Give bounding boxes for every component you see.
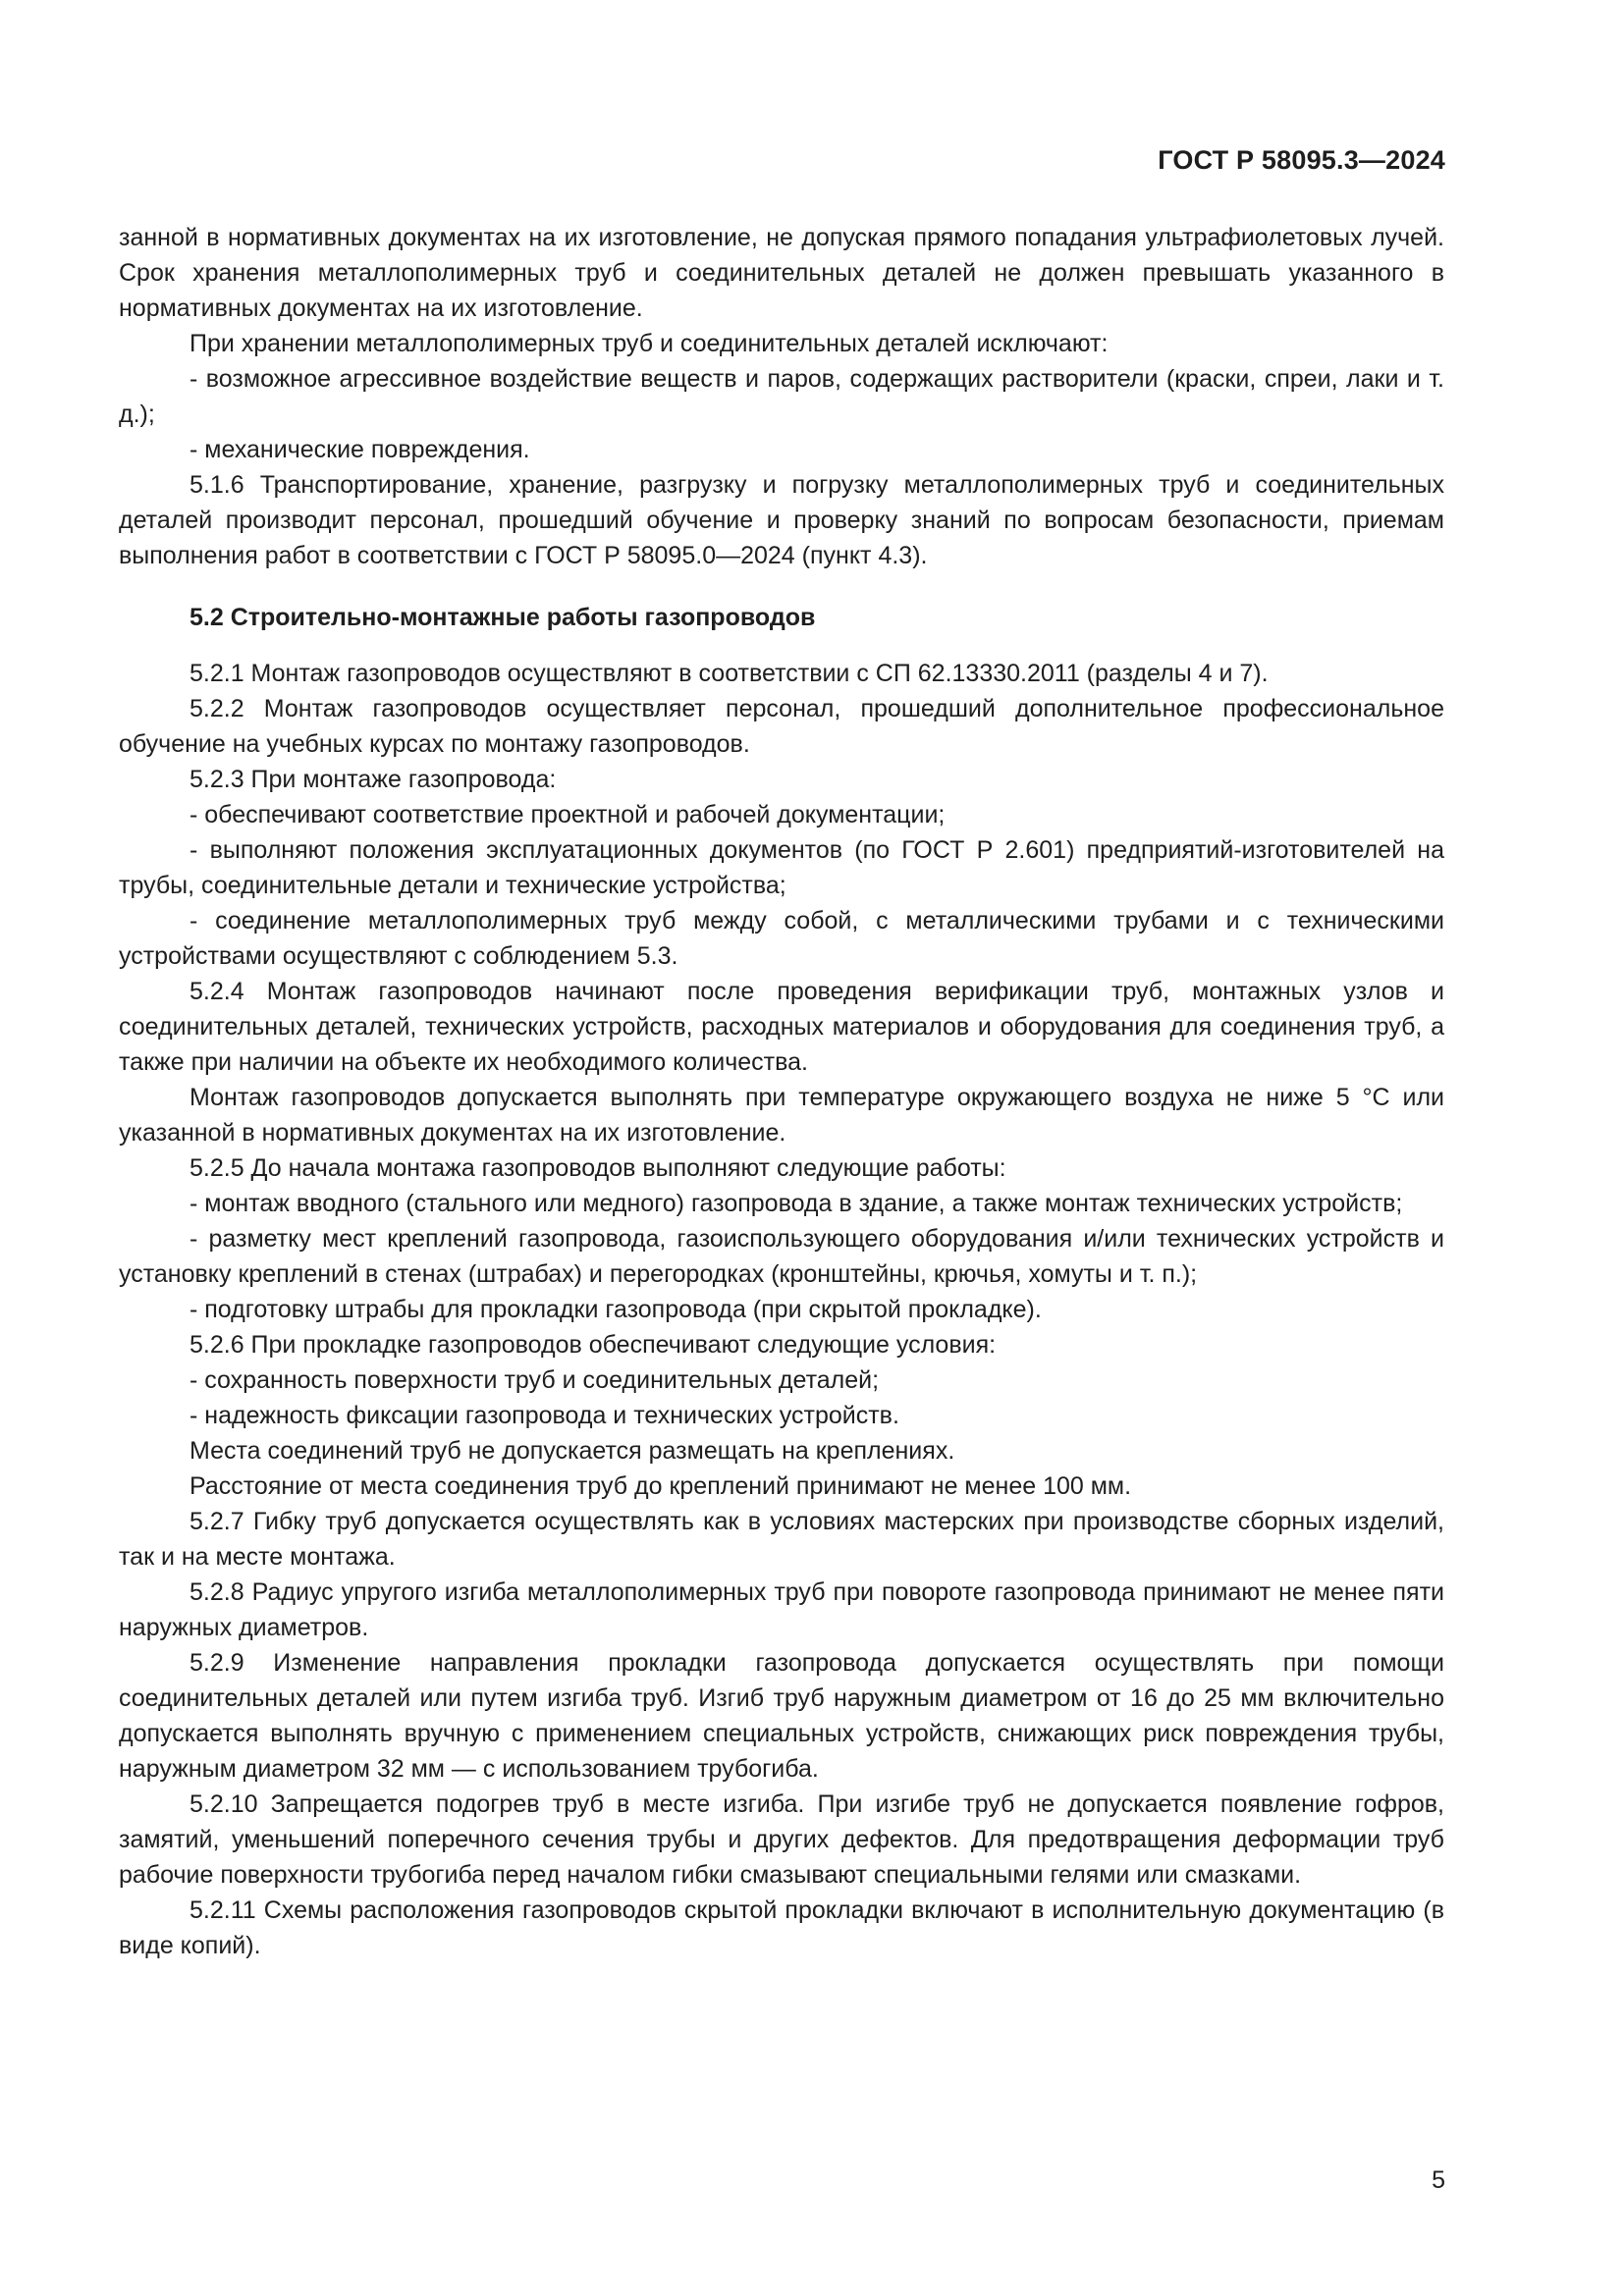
paragraph: - подготовку штрабы для прокладки газопровода (при скрытой прокладке). — [189, 1296, 1042, 1323]
paragraph: - возможное агрессивное воздействие веществ и паров, содержащих растворители (краски, спреи, лаки и т. д.); — [119, 365, 1444, 428]
paragraph: - соединение металлополимерных труб между собой, с металлическими трубами и с техническими устройствами осуществляют с соблюдением 5.3. — [119, 907, 1444, 970]
paragraph: 5.2.8 Радиус упругого изгиба металлополимерных труб при повороте газопровода принимают не менее пяти наружных диаметров. — [119, 1578, 1444, 1641]
paragraph: 5.2.3 При монтаже газопровода: — [189, 766, 557, 793]
page-body — [119, 220, 1444, 1963]
paragraph: - механические повреждения. — [189, 436, 530, 463]
paragraphs-after-section — [119, 656, 1444, 1963]
section-heading: 5.2 Строительно-монтажные работы газопроводов — [189, 604, 816, 631]
paragraph: - выполняют положения эксплуатационных документов (по ГОСТ Р 2.601) предприятий-изготовителей на трубы, соединительные детали и технические устройства; — [119, 836, 1444, 899]
paragraph: 5.2.7 Гибку труб допускается осуществлять как в условиях мастерских при производстве сборных изделий, так и на месте монтажа. — [119, 1508, 1444, 1571]
paragraph: занной в нормативных документах на их изготовление, не допуская прямого попадания ультрафиолетовых лучей. Срок хранения металлополимерных труб и соединительных деталей не должен превышать указанного в нормативных документах на их изготовление. — [119, 224, 1444, 322]
paragraph: 5.2.2 Монтаж газопроводов осуществляет персонал, прошедший дополнительное профессиональное обучение на учебных курсах по монтажу газопроводов. — [119, 695, 1444, 758]
paragraph: - разметку мест креплений газопровода, газоиспользующего оборудования и/или технических устройств и установку креплений в стенах (штрабах) и перегородках (кронштейны, крючья, хомуты и т. п.); — [119, 1225, 1444, 1288]
paragraph: - монтаж вводного (стального или медного) газопровода в здание, а также монтаж технических устройств; — [189, 1190, 1403, 1217]
page-number: 5 — [1432, 2166, 1445, 2194]
paragraph: 5.2.1 Монтаж газопроводов осуществляют в соответствии с СП 62.13330.2011 (разделы 4 и 7). — [189, 660, 1269, 687]
document-header-id: ГОСТ Р 58095.3—2024 — [1158, 145, 1445, 175]
paragraph: Расстояние от места соединения труб до креплений принимают не менее 100 мм. — [189, 1472, 1132, 1500]
paragraph: При хранении металлополимерных труб и соединительных деталей исключают: — [189, 330, 1109, 357]
paragraph: 5.2.4 Монтаж газопроводов начинают после проведения верификации труб, монтажных узлов и соединительных деталей, технических устройств, расходных материалов и оборудования для соединения труб, а также при наличии на объекте их необходимого количества. — [119, 978, 1444, 1076]
paragraph: 5.2.10 Запрещается подогрев труб в месте изгиба. При изгибе труб не допускается появление гофров, замятий, уменьшений поперечного сечения трубы и других дефектов. Для предотвращения деформации труб рабочие поверхности трубогиба перед началом гибки смазывают специальными гелями или смазками. — [119, 1790, 1444, 1889]
paragraph: Монтаж газопроводов допускается выполнять при температуре окружающего воздуха не ниже 5 °С или указанной в нормативных документах на их изготовление. — [119, 1084, 1444, 1147]
paragraph: 5.2.6 При прокладке газопроводов обеспечивают следующие условия: — [189, 1331, 997, 1359]
paragraph: - обеспечивают соответствие проектной и рабочей документации; — [189, 801, 946, 828]
paragraph: 5.2.9 Изменение направления прокладки газопровода допускается осуществлять при помощи соединительных деталей или путем изгиба труб. Изгиб труб наружным диаметром от 16 до 25 мм включительно допускается выполнять вручную с применением специальных устройств, снижающих риск повреждения трубы, наружным диаметром 32 мм — с использованием трубогиба. — [119, 1649, 1444, 1783]
paragraph: - сохранность поверхности труб и соединительных деталей; — [189, 1366, 880, 1394]
paragraph: - надежность фиксации газопровода и технических устройств. — [189, 1402, 899, 1429]
paragraph: 5.1.6 Транспортирование, хранение, разгрузку и погрузку металлополимерных труб и соединительных деталей производит персонал, прошедший обучение и проверку знаний по вопросам безопасности, приемам выполнения работ в соответствии с ГОСТ Р 58095.0—2024 (пункт 4.3). — [119, 471, 1444, 569]
paragraph: 5.2.11 Схемы расположения газопроводов скрытой прокладки включают в исполнительную документацию (в виде копий). — [119, 1896, 1444, 1959]
paragraph: Места соединений труб не допускается размещать на креплениях. — [189, 1437, 955, 1465]
paragraphs-before-section — [119, 220, 1444, 573]
paragraph: 5.2.5 До начала монтажа газопроводов выполняют следующие работы: — [189, 1154, 1006, 1182]
